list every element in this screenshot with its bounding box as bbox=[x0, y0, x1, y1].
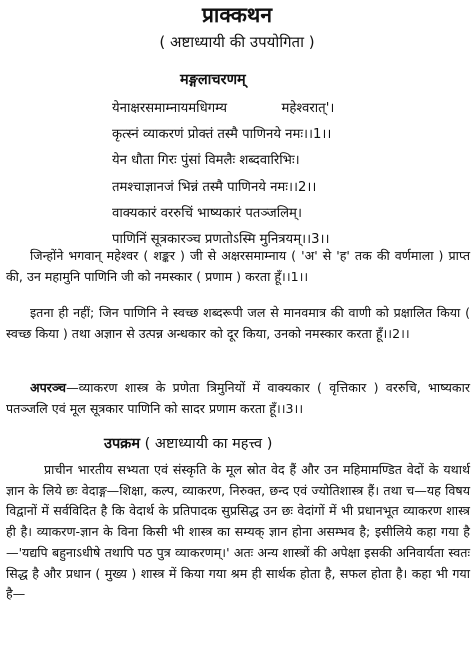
verse-line: कृत्स्नं व्याकरणं प्रोक्तं तस्मै पाणिनये नमः।।1।। bbox=[112, 127, 332, 143]
page-subtitle: ( अष्टाध्यायी की उपयोगिता ) bbox=[159, 33, 315, 51]
invocation-heading: मङ्गलाचरणम् bbox=[180, 72, 246, 88]
paragraph-introduction bbox=[6, 460, 470, 605]
upakram-heading-rest: ( अष्टाध्यायी का महत्त्व ) bbox=[144, 436, 273, 452]
verse-line: येन धौता गिरः पुंसां विमलैः शब्दवारिभिः। bbox=[112, 153, 300, 169]
paragraph-text: इतना ही नहीं; जिन पाणिनि ने स्वच्छ शब्दरूपी जल से मानवमात्र की वाणी को प्रक्षालित किया ( स्वच्छ किया ) तथा अज्ञान से उत्पन्न अन्धकार को दूर किया, उनको नमस्कार करता हूँ।।2।। bbox=[6, 305, 470, 341]
paragraph-text: प्राचीन भारतीय सभ्यता एवं संस्कृति के मूल स्रोत वेद हैं और उन महिमामण्डित वेदों के यथार्थ ज्ञान के लिये छः वेदाङ्ग—शिक्षा, कल्प, व्याकरण, निरुक्त, छन्द एवं ज्योतिशास्त्र हैं। तथा च—यह विषय विद्वानों में सर्वविदित है कि वेदार्थ के प्रतिपादक सुप्रसिद्ध उन छः वेदांगों में भी प्रधानभूत व्याकरण शास्त्र ही है। व्याकरण-ज्ञान के विना किसी भी शास्त्र का सम्यक् ज्ञान होना असम्भव है; इसीलिये कहा गया है—'यद्यपि बहुनाऽधीषे तथापि पठ पुत्र व्याकरणम्।' अतः अन्य शास्त्रों की अपेक्षा इसकी अनिवार्यता स्वतः सिद्ध है और प्रधान ( मुख्य ) शास्त्र में किया गया श्रम ही सार्थक होता है, सफल होता है। कहा भी गया है— bbox=[6, 462, 470, 602]
paragraph-verse1-meaning bbox=[6, 246, 470, 287]
verse-block bbox=[112, 96, 472, 253]
verse-line: येनाक्षरसमाम्नायमधिगम्य महेश्वरात्'। bbox=[112, 101, 335, 116]
page-title: प्राक्कथन bbox=[201, 3, 273, 27]
paragraph-text: —व्याकरण शास्त्र के प्रणेता त्रिमुनियों में वाक्यकार ( वृत्तिकार ) वररुचि, भाष्यकार पतञ्जलि एवं मूल सूत्रकार पाणिनि को सादर प्रणाम करता हूँ।।3।। bbox=[6, 380, 470, 416]
verse-line: पाणिनिं सूत्रकारञ्च प्रणतोऽस्मि मुनित्रयम्।।3।। bbox=[112, 232, 330, 248]
paragraph-verse2-meaning bbox=[6, 303, 470, 344]
verse-line: तमश्चाज्ञानजं भिन्नं तस्मै पाणिनये नमः।।2।। bbox=[112, 179, 317, 195]
paragraph-verse3-meaning bbox=[6, 378, 470, 419]
paragraph-lead: अपरञ्च bbox=[30, 380, 67, 395]
paragraph-text: जिन्होंने भगवान् महेश्वर ( शङ्कर ) जी से अक्षरसमाम्नाय ( 'अ' से 'ह' तक की वर्णमाला ) प्राप्त की, उन महामुनि पाणिनि जी को नमस्कार ( प्रणाम ) करता हूँ।।1।। bbox=[6, 248, 470, 284]
verse-line: वाक्यकारं वररुचिं भाष्यकारं पतञ्जलिम्। bbox=[112, 205, 302, 221]
upakram-heading-lead: उपक्रम bbox=[104, 436, 140, 452]
upakram-heading bbox=[104, 434, 272, 454]
